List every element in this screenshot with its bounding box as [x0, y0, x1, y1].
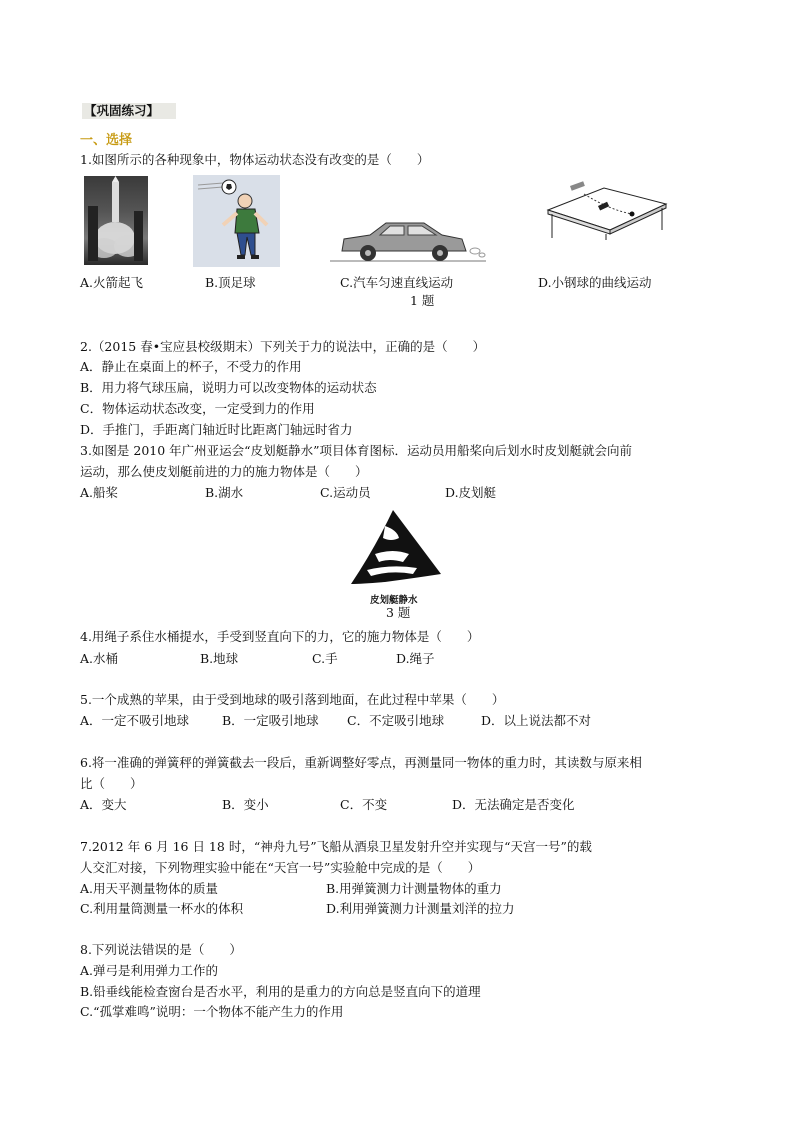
- car-image: [330, 215, 486, 267]
- q3-figure-label: 3 题: [386, 605, 411, 620]
- q6-option-b: B．变小: [222, 797, 269, 812]
- q3-stem-line1: 3.如图是 2010 年广州亚运会“皮划艇静水”项目体育图标．运动员用船桨向后划水时皮划艇就会向前: [80, 443, 632, 458]
- q8-option-b: B.铅垂线能检查窗台是否水平，利用的是重力的方向总是竖直向下的道理: [80, 984, 481, 999]
- steel-ball-table-image: [540, 180, 670, 240]
- q4-stem: 4.用绳子系住水桶提水，手受到竖直向下的力，它的施力物体是（ ）: [80, 629, 480, 644]
- q1-stem: 1.如图所示的各种现象中，物体运动状态没有改变的是（ ）: [80, 152, 430, 167]
- q1-caption-d: D.小钢球的曲线运动: [538, 275, 652, 290]
- q7-option-b: B.用弹簧测力计测量物体的重力: [326, 881, 502, 896]
- q5-option-a: A．一定不吸引地球: [80, 713, 190, 728]
- q5-option-c: C．不定吸引地球: [347, 713, 445, 728]
- q8-stem: 8.下列说法错误的是（ ）: [80, 942, 242, 957]
- q3-option-d: D.皮划艇: [445, 485, 497, 500]
- q2-stem: 2.（2015 春•宝应县校级期末）下列关于力的说法中，正确的是（ ）: [80, 339, 486, 354]
- q1-caption-a: A.火箭起飞: [80, 275, 144, 290]
- q7-option-a: A.用天平测量物体的质量: [80, 881, 219, 896]
- canoe-icon-label: 皮划艇静水: [370, 595, 418, 606]
- q3-option-a: A.船桨: [80, 485, 119, 500]
- q6-option-a: A．变大: [80, 797, 127, 812]
- q8-option-a: A.弹弓是利用弹力工作的: [80, 963, 219, 978]
- q7-option-c: C.利用量筒测量一杯水的体积: [80, 901, 244, 916]
- q2-option-b: B．用力将气球压扁，说明力可以改变物体的运动状态: [80, 380, 377, 395]
- section-heading: 【巩固练习】: [82, 103, 176, 119]
- canoe-sprint-icon: [345, 508, 445, 590]
- q1-caption-c: C.汽车匀速直线运动: [340, 275, 454, 290]
- q6-stem-line1: 6.将一准确的弹簧秤的弹簧截去一段后，重新调整好零点，再测量同一物体的重力时，其读数与原来相: [80, 755, 642, 770]
- q5-option-d: D．以上说法都不对: [481, 713, 592, 728]
- q2-option-c: C．物体运动状态改变，一定受到力的作用: [80, 401, 315, 416]
- q5-stem: 5.一个成熟的苹果，由于受到地球的吸引落到地面，在此过程中苹果（ ）: [80, 692, 505, 707]
- q8-option-c: C.“孤掌难鸣”说明：一个物体不能产生力的作用: [80, 1004, 344, 1019]
- q7-stem-line2: 人交汇对接，下列物理实验中能在“天宫一号”实验舱中完成的是（ ）: [80, 860, 481, 875]
- q4-option-a: A.水桶: [80, 651, 119, 666]
- q2-option-d: D．手推门，手距离门轴近时比距离门轴远时省力: [80, 422, 353, 437]
- q6-option-d: D．无法确定是否变化: [452, 797, 575, 812]
- q6-stem-line2: 比（ ）: [80, 776, 143, 791]
- q2-option-a: A．静止在桌面上的杯子，不受力的作用: [80, 359, 302, 374]
- q3-stem-line2: 运动，那么使皮划艇前进的力的施力物体是（ ）: [80, 464, 368, 479]
- q7-option-d: D.利用弹簧测力计测量刘洋的拉力: [326, 901, 515, 916]
- q4-option-c: C.手: [312, 651, 338, 666]
- q7-stem-line1: 7.2012 年 6 月 16 日 18 时，“神舟九号”飞船从酒泉卫星发射升空并实现与“天宫一号”的载: [80, 839, 592, 854]
- q5-option-b: B．一定吸引地球: [222, 713, 319, 728]
- q4-option-d: D.绳子: [396, 651, 435, 666]
- q6-option-c: C．不变: [340, 797, 388, 812]
- rocket-image: [84, 176, 148, 265]
- q1-caption-b: B.顶足球: [205, 275, 256, 290]
- q3-option-b: B.湖水: [205, 485, 244, 500]
- header-football-image: [193, 175, 280, 267]
- q1-figure-label: 1 题: [410, 293, 435, 308]
- section-title: 一、选择: [80, 133, 133, 148]
- q3-option-c: C.运动员: [320, 485, 371, 500]
- q4-option-b: B.地球: [200, 651, 239, 666]
